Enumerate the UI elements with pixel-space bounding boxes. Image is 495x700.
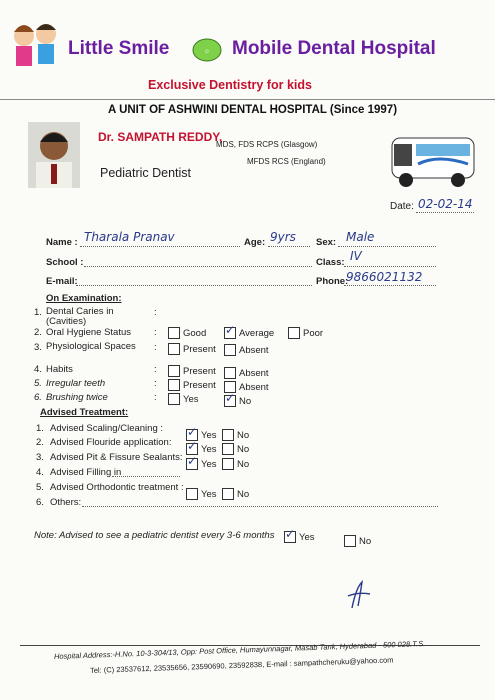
habits-absent-checkbox[interactable] — [224, 367, 236, 379]
ortho-yes-checkbox[interactable] — [186, 488, 198, 500]
email-label: E-mail: — [46, 276, 78, 287]
ortho-yes-label: Yes — [201, 488, 217, 500]
sealants-yes-label: Yes — [201, 458, 217, 470]
note-yes-checkbox[interactable] — [284, 531, 296, 543]
unit-line: A UNIT OF ASHWINI DENTAL HOSPITAL (Since 1997) — [108, 104, 398, 116]
note-text: Note: Advised to see a pediatric dentist every 3-6 months — [34, 530, 275, 541]
irregular-absent-label: Absent — [239, 381, 269, 393]
name-label: Name : — [46, 237, 78, 248]
phone-value: 9866021132 — [346, 270, 423, 284]
irregular-present-label: Present — [183, 379, 216, 391]
bus-icon — [388, 130, 478, 192]
exam-label-caries: Dental Caries in (Cavities) — [46, 306, 114, 327]
age-value: 9yrs — [270, 230, 296, 244]
exam-label-habits: Habits — [46, 364, 73, 375]
flouride-no-label: No — [237, 443, 250, 455]
exam-heading: On Examination: — [46, 293, 122, 304]
doctor-name: Dr. SAMPATH REDDY, — [98, 130, 223, 144]
name-value: Tharala Pranav — [84, 230, 175, 244]
spaces-present-label: Present — [183, 343, 216, 355]
exam-label-irregular: Irregular teeth — [46, 378, 106, 389]
hygiene-poor-checkbox[interactable] — [288, 327, 300, 339]
habits-present-checkbox[interactable] — [168, 365, 180, 377]
school-label: School : — [46, 257, 84, 268]
sealants-no-checkbox[interactable] — [222, 458, 234, 470]
ortho-no-label: No — [237, 488, 250, 500]
exam-num-5: 5. — [34, 378, 42, 389]
sex-value: Male — [346, 230, 375, 244]
class-value: IV — [350, 249, 362, 263]
scaling-no-label: No — [237, 429, 250, 441]
exam-num-2: 2. — [34, 327, 42, 338]
hygiene-poor-label: Poor — [303, 327, 324, 339]
exam-num-4: 4. — [34, 364, 42, 375]
brushing-yes-label: Yes — [183, 393, 199, 405]
hygiene-good-label: Good — [183, 327, 207, 339]
flouride-yes-label: Yes — [201, 443, 217, 455]
spaces-absent-label: Absent — [239, 344, 269, 356]
kids-logo — [6, 18, 66, 73]
doctor-role: Pediatric Dentist — [100, 166, 192, 180]
exam-label-brushing: Brushing twice — [46, 392, 108, 403]
phone-label: Phone: — [316, 276, 349, 287]
irregular-present-checkbox[interactable] — [168, 379, 180, 391]
ortho-no-checkbox[interactable] — [222, 488, 234, 500]
hygiene-average-checkbox[interactable] — [224, 327, 236, 339]
doctor-signature — [340, 578, 380, 612]
doctor-quals-1: MDS, FDS RCPS (Glasgow) — [216, 140, 318, 149]
treatment-ortho-label: Advised Orthodontic treatment : — [50, 482, 184, 493]
tooth-badge-icon — [192, 38, 222, 62]
exam-label-hygiene: Oral Hygiene Status — [46, 327, 132, 338]
footer-address: Hospital Address:-H.No. 10-3-304/13, Opp: Post Office, Humayunnagar, Masab Tank, Hyderabad - 500 028.T.S. — [53, 639, 426, 661]
scaling-yes-label: Yes — [201, 429, 217, 441]
svg-text:☺: ☺ — [203, 49, 211, 55]
brushing-no-label: No — [239, 395, 252, 407]
treatment-flouride-label: Advised Flouride application: — [50, 437, 172, 448]
age-label: Age: — [244, 237, 266, 248]
date-label: Date: — [390, 201, 414, 212]
exam-num-6: 6. — [34, 392, 42, 403]
brushing-yes-checkbox[interactable] — [168, 393, 180, 405]
note-no-checkbox[interactable] — [344, 535, 356, 547]
exam-num-1: 1. — [34, 307, 42, 318]
treatment-others-label: Others: — [50, 497, 82, 508]
hygiene-average-label: Average — [239, 327, 275, 339]
sealants-no-label: No — [237, 458, 250, 470]
date-value: 02-02-14 — [418, 197, 473, 211]
treatment-sealants-label: Advised Pit & Fissure Sealants: — [50, 452, 183, 463]
clinic-name-part2: Mobile Dental Hospital — [232, 38, 436, 59]
brushing-no-checkbox[interactable] — [224, 395, 236, 407]
doctor-quals-2: MFDS RCS (England) — [247, 157, 326, 166]
footer-contact: Tel: (C) 23537612, 23535656, 23590690, 23592838, E-mail : sampathcheruku@yahoo.com — [89, 655, 394, 675]
spaces-present-checkbox[interactable] — [168, 343, 180, 355]
treatment-filling-label: Advised Filling in — [50, 467, 122, 478]
clinic-name-part1: Little Smile — [68, 38, 170, 59]
tagline: Exclusive Dentistry for kids — [148, 78, 312, 92]
class-label: Class: — [316, 257, 345, 268]
exam-label-spaces: Physiological Spaces — [46, 341, 136, 352]
doctor-photo — [28, 122, 80, 188]
note-yes-label: Yes — [299, 531, 315, 543]
scaling-no-checkbox[interactable] — [222, 429, 234, 441]
treatment-scaling-label: Advised Scaling/Cleaning : — [50, 423, 164, 434]
habits-present-label: Present — [183, 365, 216, 377]
treatment-heading: Advised Treatment: — [40, 407, 129, 418]
sealants-yes-checkbox[interactable] — [186, 458, 198, 470]
note-no-label: No — [359, 535, 372, 547]
spaces-absent-checkbox[interactable] — [224, 344, 236, 356]
flouride-no-checkbox[interactable] — [222, 443, 234, 455]
sex-label: Sex: — [316, 237, 337, 248]
hygiene-good-checkbox[interactable] — [168, 327, 180, 339]
habits-absent-label: Absent — [239, 367, 269, 379]
exam-num-3: 3. — [34, 342, 42, 353]
